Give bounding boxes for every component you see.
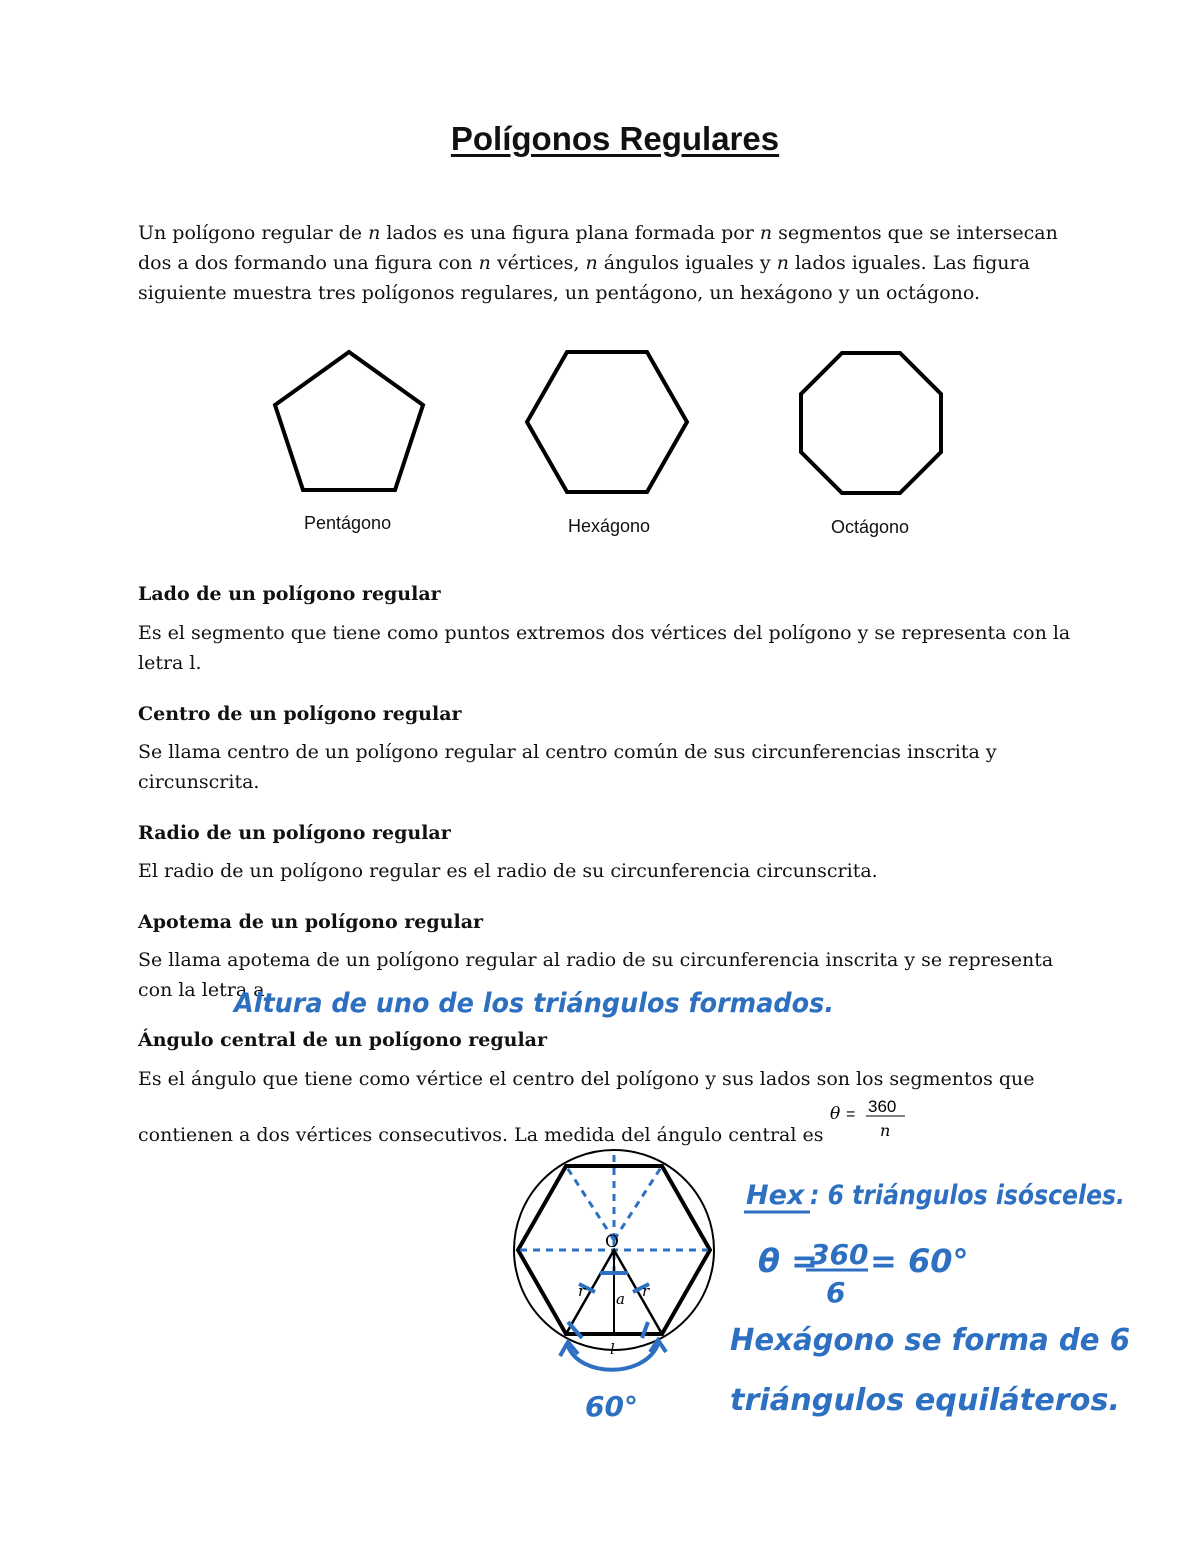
- formula-numerator: 360: [868, 1097, 897, 1116]
- intro-n-5: n: [776, 252, 789, 274]
- apothem-label: a: [616, 1290, 625, 1308]
- intro-n-1: n: [368, 222, 381, 244]
- radius-label-right: r: [642, 1282, 650, 1300]
- handwritten-notes-right: [728, 1160, 1168, 1430]
- section-body-apotema: Se llama apotema de un polígono regular al radio de su circunferencia inscrita y se representa con la letra a: [138, 949, 1054, 1001]
- angle-eq-denominator: 6: [826, 1276, 846, 1309]
- intro-text-4: vértices,: [490, 252, 586, 274]
- arc-angle-label: 60°: [585, 1390, 638, 1423]
- intro-text-1: Un polígono regular de: [138, 222, 369, 244]
- intro-n-3: n: [478, 252, 491, 274]
- hex-formation-line-2: triángulos equiláteros.: [730, 1383, 1120, 1418]
- side-label: l: [610, 1340, 615, 1358]
- section-body-radio: El radio de un polígono regular es el radio de su circunferencia circunscrita.: [138, 860, 878, 882]
- intro-text-6: lados iguales. Las figura siguiente muestra tres polígonos regulares, un pentágono, un hexágono y un octágono.: [138, 252, 1030, 304]
- center-label: O: [605, 1232, 619, 1252]
- section-heading-apotema: Apotema de un polígono regular: [138, 911, 484, 933]
- intro-n-2: n: [759, 222, 773, 244]
- intro-text-2: lados es una figura plana formada por: [380, 222, 760, 244]
- octagon-label: Octágono: [831, 517, 910, 537]
- apothem-note-text: Altura de uno de los triángulos formados.: [232, 988, 834, 1019]
- angle-eq-numerator: 360: [810, 1238, 869, 1271]
- intro-text-3: segmentos que se intersecan dos a dos formando una figura con: [138, 222, 1058, 274]
- section-heading-angulo: Ángulo central de un polígono regular: [138, 1029, 547, 1051]
- radius-label-left: r: [578, 1282, 586, 1300]
- section-heading-centro: Centro de un polígono regular: [138, 703, 462, 725]
- hex-note-text: : 6 triángulos isósceles.: [810, 1180, 1125, 1211]
- formula-theta: θ: [830, 1104, 841, 1124]
- section-heading-radio: Radio de un polígono regular: [138, 822, 451, 844]
- intro-n-4: n: [585, 252, 598, 274]
- formula-denominator: n: [880, 1121, 891, 1140]
- hex-formation-line-1: Hexágono se forma de 6: [730, 1323, 1130, 1358]
- page-title: Polígonos Regulares: [450, 120, 780, 157]
- angle-eq-result: = 60°: [870, 1242, 969, 1280]
- section-body-centro: Se llama centro de un polígono regular al centro común de sus circunferencias inscrita y circunscrita.: [138, 741, 997, 793]
- hex-note-title: Hex: [746, 1180, 805, 1211]
- pentagon-label: Pentágono: [304, 513, 392, 533]
- formula-equals: =: [846, 1106, 856, 1123]
- section-heading-lado: Lado de un polígono regular: [138, 583, 441, 605]
- section-body-angulo-1: Es el ángulo que tiene como vértice el centro del polígono y sus lados son los segmentos que: [138, 1068, 1035, 1090]
- section-body-lado: Es el segmento que tiene como puntos extremos dos vértices del polígono y se representa con la letra l.: [138, 622, 1071, 674]
- intro-text-5: ángulos iguales y: [597, 252, 777, 274]
- angle-eq-lhs: θ =: [758, 1242, 818, 1280]
- hexagon-label: Hexágono: [568, 516, 651, 536]
- section-body-angulo-2: contienen a dos vértices consecutivos. La medida del ángulo central es: [138, 1124, 824, 1146]
